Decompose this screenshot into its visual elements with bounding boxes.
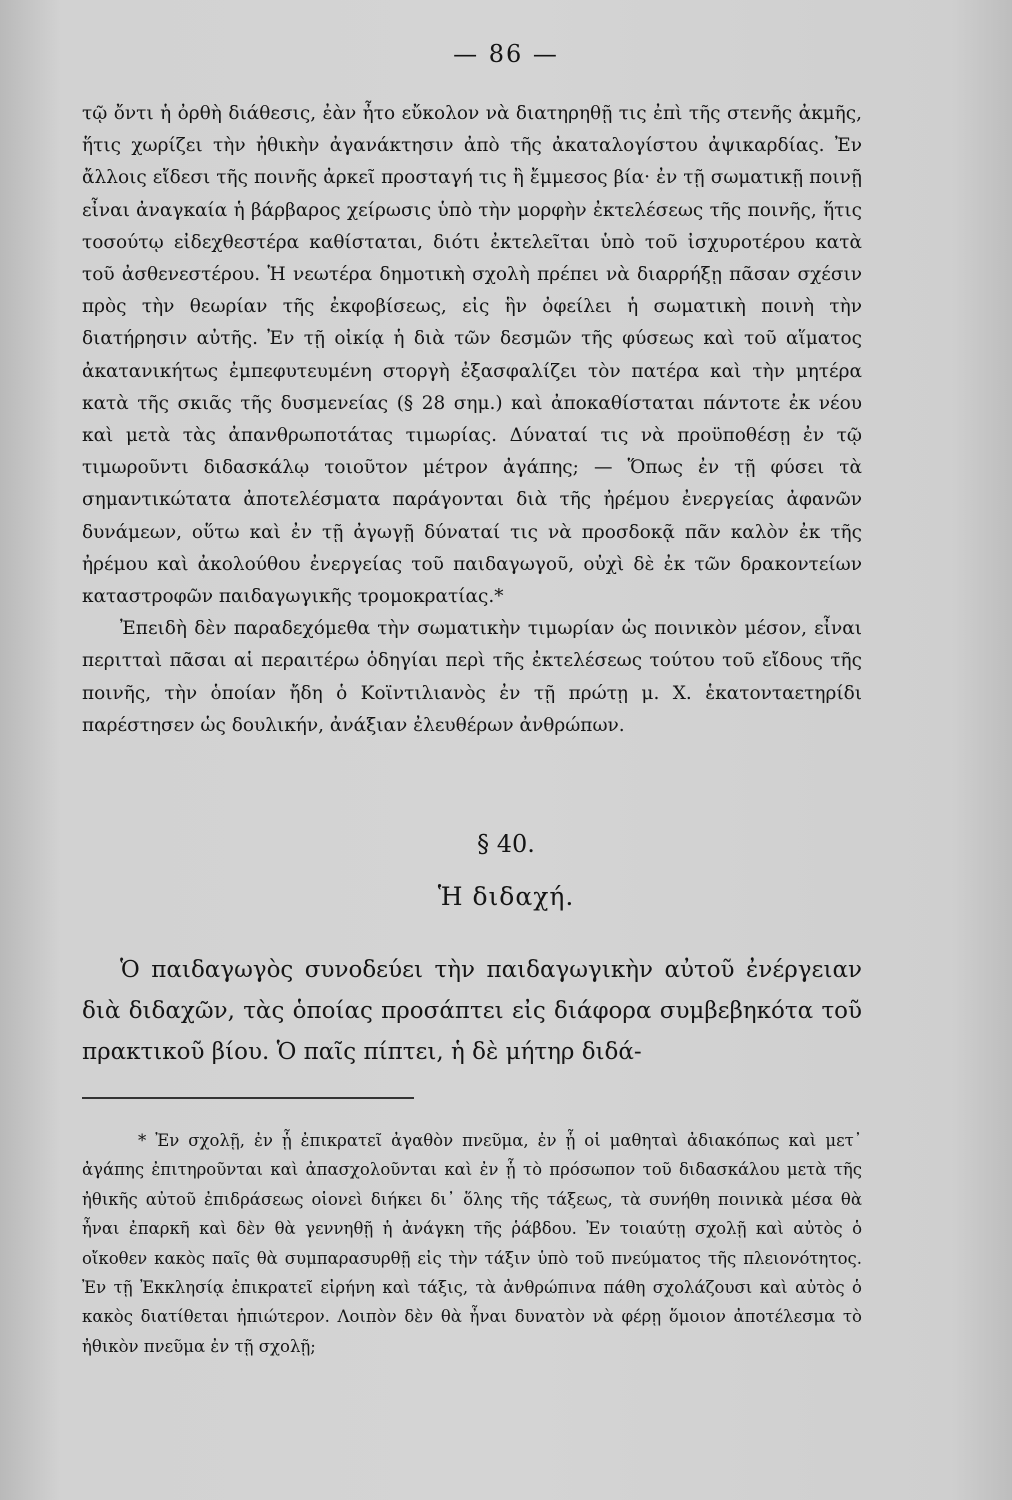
section-title: Ἡ διδαχή. [437,882,575,911]
section-number: § 40. [477,830,535,858]
page-number: — 86 — [453,40,559,68]
footnote-rule [82,1097,414,1099]
section-paragraph-1: Ὁ παιδαγωγὸς συνοδεύει τὴν παιδαγωγικὴν αὐτοῦ ἐνέργειαν διὰ διδαχῶν, τὰς ὁποίας προσάπτει εἰς διάφορα συμβεβηκότα τοῦ πρακτικοῦ βίου. Ὁ παῖς πίπτει, ἡ δὲ μήτηρ διδά- [82,957,862,1065]
section-text [82,950,862,1073]
main-text [82,98,862,742]
footnote [82,1126,862,1361]
main-paragraph-2: Ἐπειδὴ δὲν παραδεχόμεθα τὴν σωματικὴν τιμωρίαν ὡς ποινικὸν μέσον, εἶναι περιτταὶ πᾶσαι αἱ περαιτέρω ὁδηγίαι περὶ τῆς ἐκτελέσεως τούτου τοῦ εἴδους τῆς ποινῆς, τὴν ὁποίαν ἤδη ὁ Κοϊντιλιανὸς ἐν τῇ πρώτῃ μ. Χ. ἑκατονταετηρίδι παρέστησεν ὡς δουλικήν, ἀνάξιαν ἐλευθέρων ἀνθρώπων. [82,618,862,736]
main-paragraph-1: τῷ ὄντι ἡ ὀρθὴ διάθεσις, ἐὰν ἦτο εὔκολον νὰ διατηρηθῇ τις ἐπὶ τῆς στενῆς ἀκμῆς, ἥτις χωρίζει τὴν ἠθικὴν ἀγανάκτησιν ἀπὸ τῆς ἀκαταλογίστου ἀψικαρδίας. Ἐν ἄλλοις εἴδεσι τῆς ποινῆς ἀρκεῖ προσταγή τις ἢ ἔμμεσος βία· ἐν τῇ σωματικῇ ποινῇ εἶναι ἀναγκαία ἡ βάρβαρος χείρωσις ὑπὸ τὴν μορφὴν ἐκτελέσεως τῆς ποινῆς, ἥτις τοσούτῳ εἰδεχθεστέρα καθίσταται, διότι ἐκτελεῖται ὑπὸ τοῦ ἰσχυροτέρου κατὰ τοῦ ἀσθενεστέρου. Ἡ νεωτέρα δημοτικὴ σχολὴ πρέπει νὰ διαρρήξῃ πᾶσαν σχέσιν πρὸς τὴν θεωρίαν τῆς ἐκφοβίσεως, εἰς ἣν ὀφείλει ἡ σωματικὴ ποινὴ τὴν διατήρησιν αὐτῆς. Ἐν τῇ οἰκίᾳ ἡ διὰ τῶν δεσμῶν τῆς φύσεως καὶ τοῦ αἵματος ἀκατανικήτως ἐμπεφυτευμένη στοργὴ ἐξασφαλίζει τὸν πατέρα καὶ τὴν μητέρα κατὰ τῆς σκιᾶς τῆς δυσμενείας (§ 28 σημ.) καὶ ἀποκαθίσταται πάντοτε ἐκ νέου καὶ μετὰ τὰς ἀπανθρωποτάτας τιμωρίας. Δύναταί τις νὰ προϋποθέσῃ ἐν τῷ τιμωροῦντι διδασκάλῳ τοιοῦτον μέτρον ἀγάπης; — Ὅπως ἐν τῇ φύσει τὰ σημαντικώτατα ἀποτελέσματα παράγονται διὰ τῆς ἠρέμου ἐνεργείας ἀφανῶν δυνάμεων, οὕτω καὶ ἐν τῇ ἀγωγῇ δύναταί τις νὰ προσδοκᾷ πᾶν καλὸν ἐκ τῆς ἠρέμου καὶ ἀκολούθου ἐνεργείας τοῦ παιδαγωγοῦ, οὐχὶ δὲ ἐκ τῶν δρακοντείων καταστροφῶν παιδαγωγικῆς τρομοκρατίας.* [82,103,862,608]
footnote-text: * Ἐν σχολῇ, ἐν ᾗ ἐπικρατεῖ ἀγαθὸν πνεῦμα, ἐν ᾗ οἱ μαθηταὶ ἀδιακόπως καὶ μετ᾽ ἀγάπης ἐπιτηροῦνται καὶ ἀπασχολοῦνται καὶ ἐν ᾗ τὸ πρόσωπον τοῦ διδασκάλου μετὰ τῆς ἠθικῆς αὐτοῦ ἐπιδράσεως οἱονεὶ διήκει δι᾽ ὅλης τῆς τάξεως, τὰ συνήθη ποινικὰ μέσα θὰ ἦναι ἐπαρκῆ καὶ δὲν θὰ γεννηθῇ ἡ ἀνάγκη τῆς ῥάβδου. Ἐν τοιαύτῃ σχολῇ καὶ αὐτὸς ὁ οἴκοθεν κακὸς παῖς θὰ συμπαρασυρθῇ εἰς τὴν τάξιν ὑπὸ τοῦ πνεύματος τῆς πλειονότητος. Ἐν τῇ Ἐκκλησίᾳ ἐπικρατεῖ εἰρήνη καὶ τάξις, τὰ ἀνθρώπινα πάθη σχολάζουσι καὶ αὐτὸς ὁ κακὸς διατίθεται ἠπιώτερον. Λοιπὸν δὲν θὰ ἦναι δυνατὸν νὰ φέρῃ ὅμοιον ἀποτέλεσμα τὸ ἠθικὸν πνεῦμα ἐν τῇ σχολῇ; [82,1131,862,1356]
